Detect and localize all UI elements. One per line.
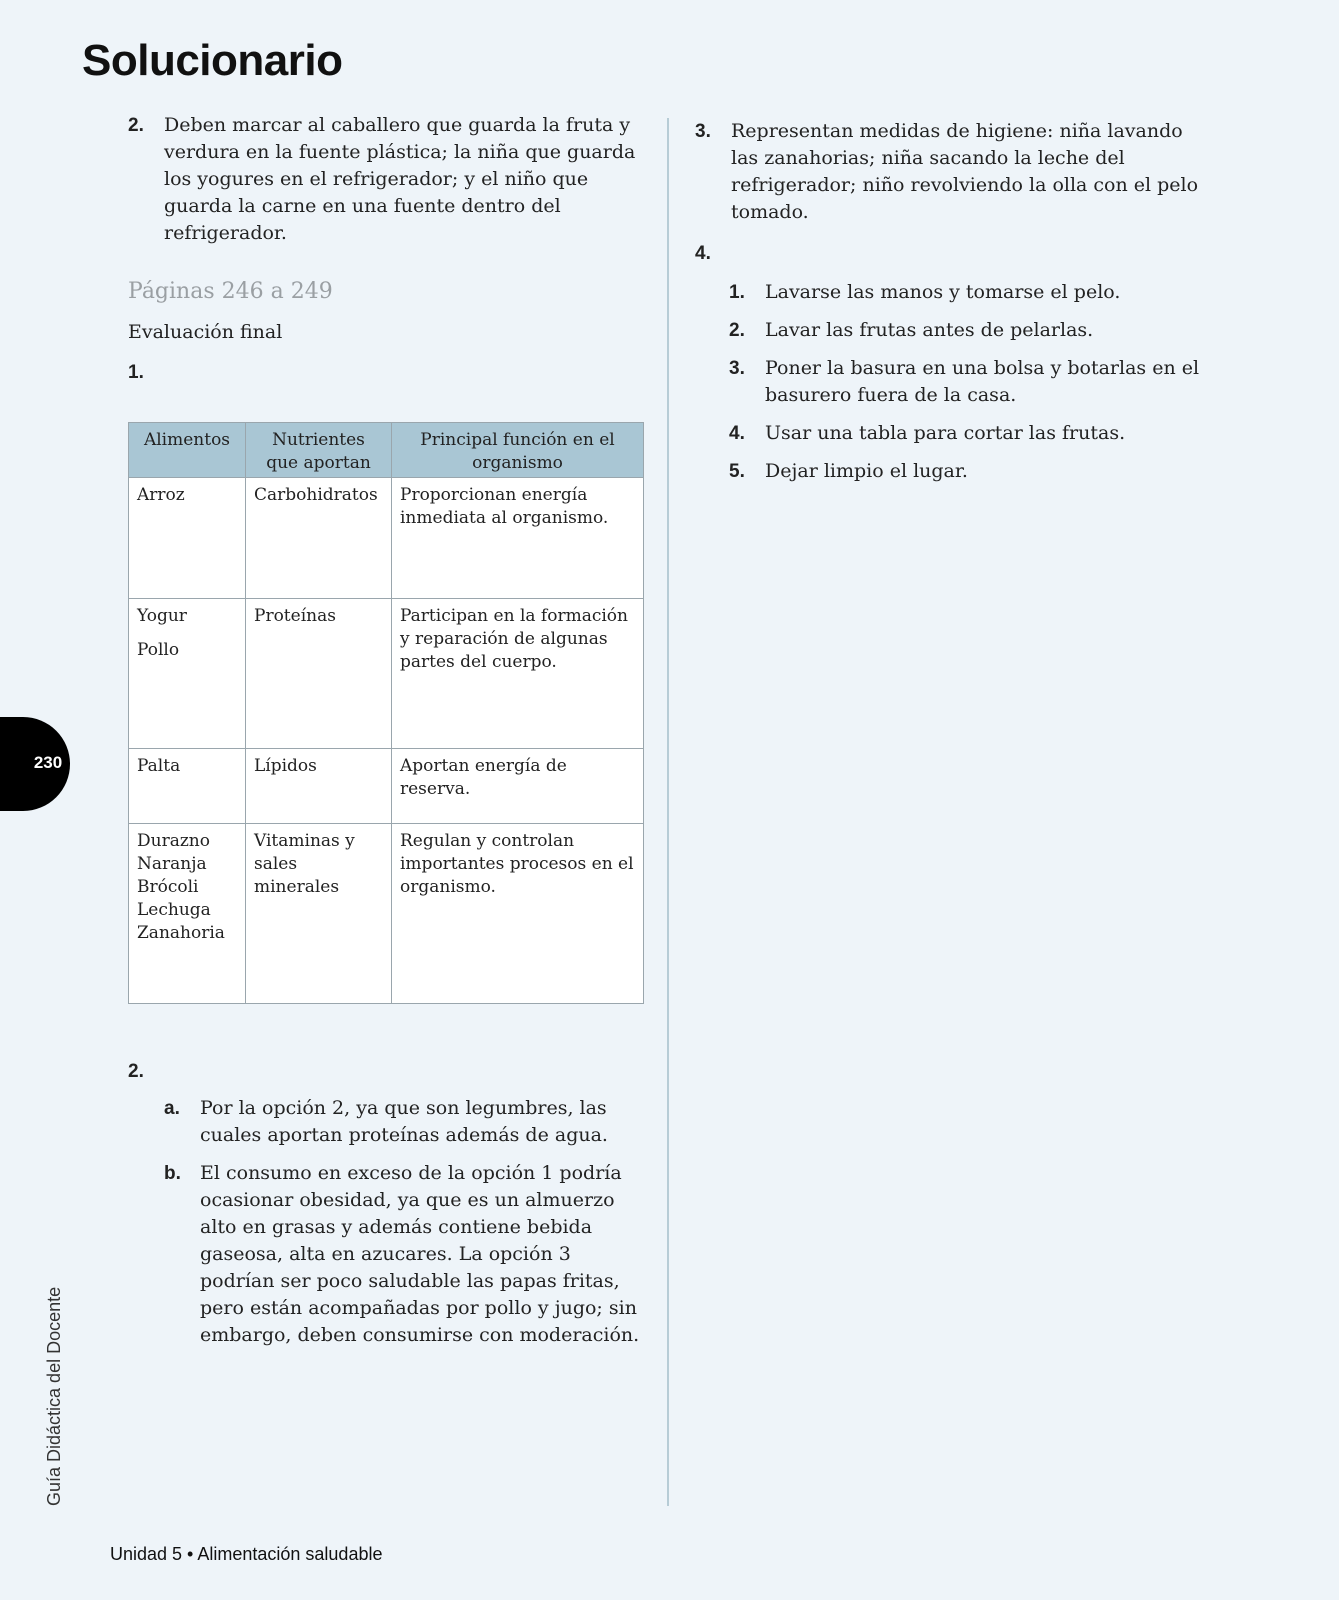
nutrient-cell: Carbohidratos — [246, 478, 392, 599]
nutrient-cell: Lípidos — [246, 749, 392, 824]
footer-unit-label: Unidad 5 • Alimentación saludable — [110, 1544, 383, 1564]
table-row — [129, 478, 644, 599]
nutrients-table — [128, 422, 644, 1004]
item-number: 2. — [128, 115, 144, 136]
nutrient-cell: Proteínas — [246, 599, 392, 749]
item-letter: b. — [164, 1163, 181, 1184]
item-letter: a. — [164, 1098, 180, 1119]
item-number: 4. — [729, 423, 745, 444]
food-name: Palta — [137, 756, 181, 776]
answer-item-2 — [128, 112, 644, 247]
list-item — [729, 458, 1215, 485]
food-cell — [129, 824, 246, 1004]
page-title: Solucionario — [82, 36, 343, 85]
header-cell: Nutrientes que aportan — [246, 423, 392, 478]
item-text: Dejar limpio el lugar. — [765, 460, 968, 482]
item-text: Deben marcar al caballero que guarda la fruta y verdura en la fuente plástica; la niña que guarda los yogures en el refrigerador; y el niño que guarda la carne en una fuente dentro del refrigerador. — [164, 114, 636, 244]
food-name: Naranja — [137, 854, 207, 874]
page-number: 230 — [33, 753, 63, 772]
item-text: Usar una tabla para cortar las frutas. — [765, 422, 1126, 444]
header-cell: Principal función en el organismo — [392, 423, 644, 478]
table-row — [129, 599, 644, 749]
item-text: Poner la basura en una bolsa y botarlas en el basurero fuera de la casa. — [765, 357, 1200, 406]
list-item — [729, 355, 1215, 409]
section-heading: Páginas 246 a 249 — [128, 279, 333, 304]
page-number-tab — [0, 717, 70, 811]
list-item — [729, 420, 1215, 447]
question-number-4: 4. — [695, 243, 711, 264]
question-number-2: 2. — [128, 1061, 144, 1082]
table-row — [129, 824, 644, 1004]
food-name: Zanahoria — [137, 923, 225, 943]
item-number: 3. — [729, 358, 745, 379]
nutrient-cell: Vitaminas y sales minerales — [246, 824, 392, 1004]
table-row — [129, 749, 644, 824]
food-cell — [129, 749, 246, 824]
list-item — [729, 317, 1215, 344]
table-header-row — [129, 423, 644, 478]
food-name: Durazno — [137, 831, 210, 851]
food-name: Arroz — [137, 485, 185, 505]
left-column — [128, 112, 644, 1360]
answer-item-3 — [695, 118, 1215, 226]
answer-item-b — [164, 1160, 644, 1349]
item-text: El consumo en exceso de la opción 1 podría ocasionar obesidad, ya que es un almuerzo alto en grasas y además contiene bebida gaseosa, alta en azucares. La opción 3 podrían ser poco saludable las papas fritas, pero están acompañadas por pollo y jugo; sin embargo, deben consumirse con moderación. — [200, 1162, 640, 1346]
food-name: Brócoli — [137, 877, 199, 897]
item-number: 1. — [729, 282, 745, 303]
function-cell: Participan en la formación y reparación de algunas partes del cuerpo. — [392, 599, 644, 749]
function-cell: Proporcionan energía inmediata al organismo. — [392, 478, 644, 599]
question-4-list — [729, 279, 1215, 485]
food-name: Pollo — [137, 640, 180, 660]
food-name: Yogur — [137, 606, 187, 626]
right-column — [695, 118, 1215, 496]
answer-item-a — [164, 1095, 644, 1149]
item-text: Lavarse las manos y tomarse el pelo. — [765, 281, 1121, 303]
function-cell: Aportan energía de reserva. — [392, 749, 644, 824]
item-text: Lavar las frutas antes de pelarlas. — [765, 319, 1094, 341]
sub-heading: Evaluación final — [128, 321, 283, 343]
side-label: Guía Didáctica del Docente — [44, 1286, 64, 1506]
item-number: 2. — [729, 320, 745, 341]
food-name: Lechuga — [137, 900, 211, 920]
function-cell: Regulan y controlan importantes procesos en el organismo. — [392, 824, 644, 1004]
item-number: 5. — [729, 461, 745, 482]
item-number: 3. — [695, 121, 711, 142]
column-divider — [667, 118, 669, 1506]
question-2-list — [164, 1095, 644, 1349]
food-cell — [129, 599, 246, 749]
question-number-1: 1. — [128, 362, 144, 383]
item-text: Por la opción 2, ya que son legumbres, las cuales aportan proteínas además de agua. — [200, 1097, 608, 1146]
food-cell — [129, 478, 246, 599]
item-text: Representan medidas de higiene: niña lavando las zanahorias; niña sacando la leche del refrigerador; niño revolviendo la olla con el pelo tomado. — [731, 120, 1199, 223]
header-cell: Alimentos — [129, 423, 246, 478]
list-item — [729, 279, 1215, 306]
